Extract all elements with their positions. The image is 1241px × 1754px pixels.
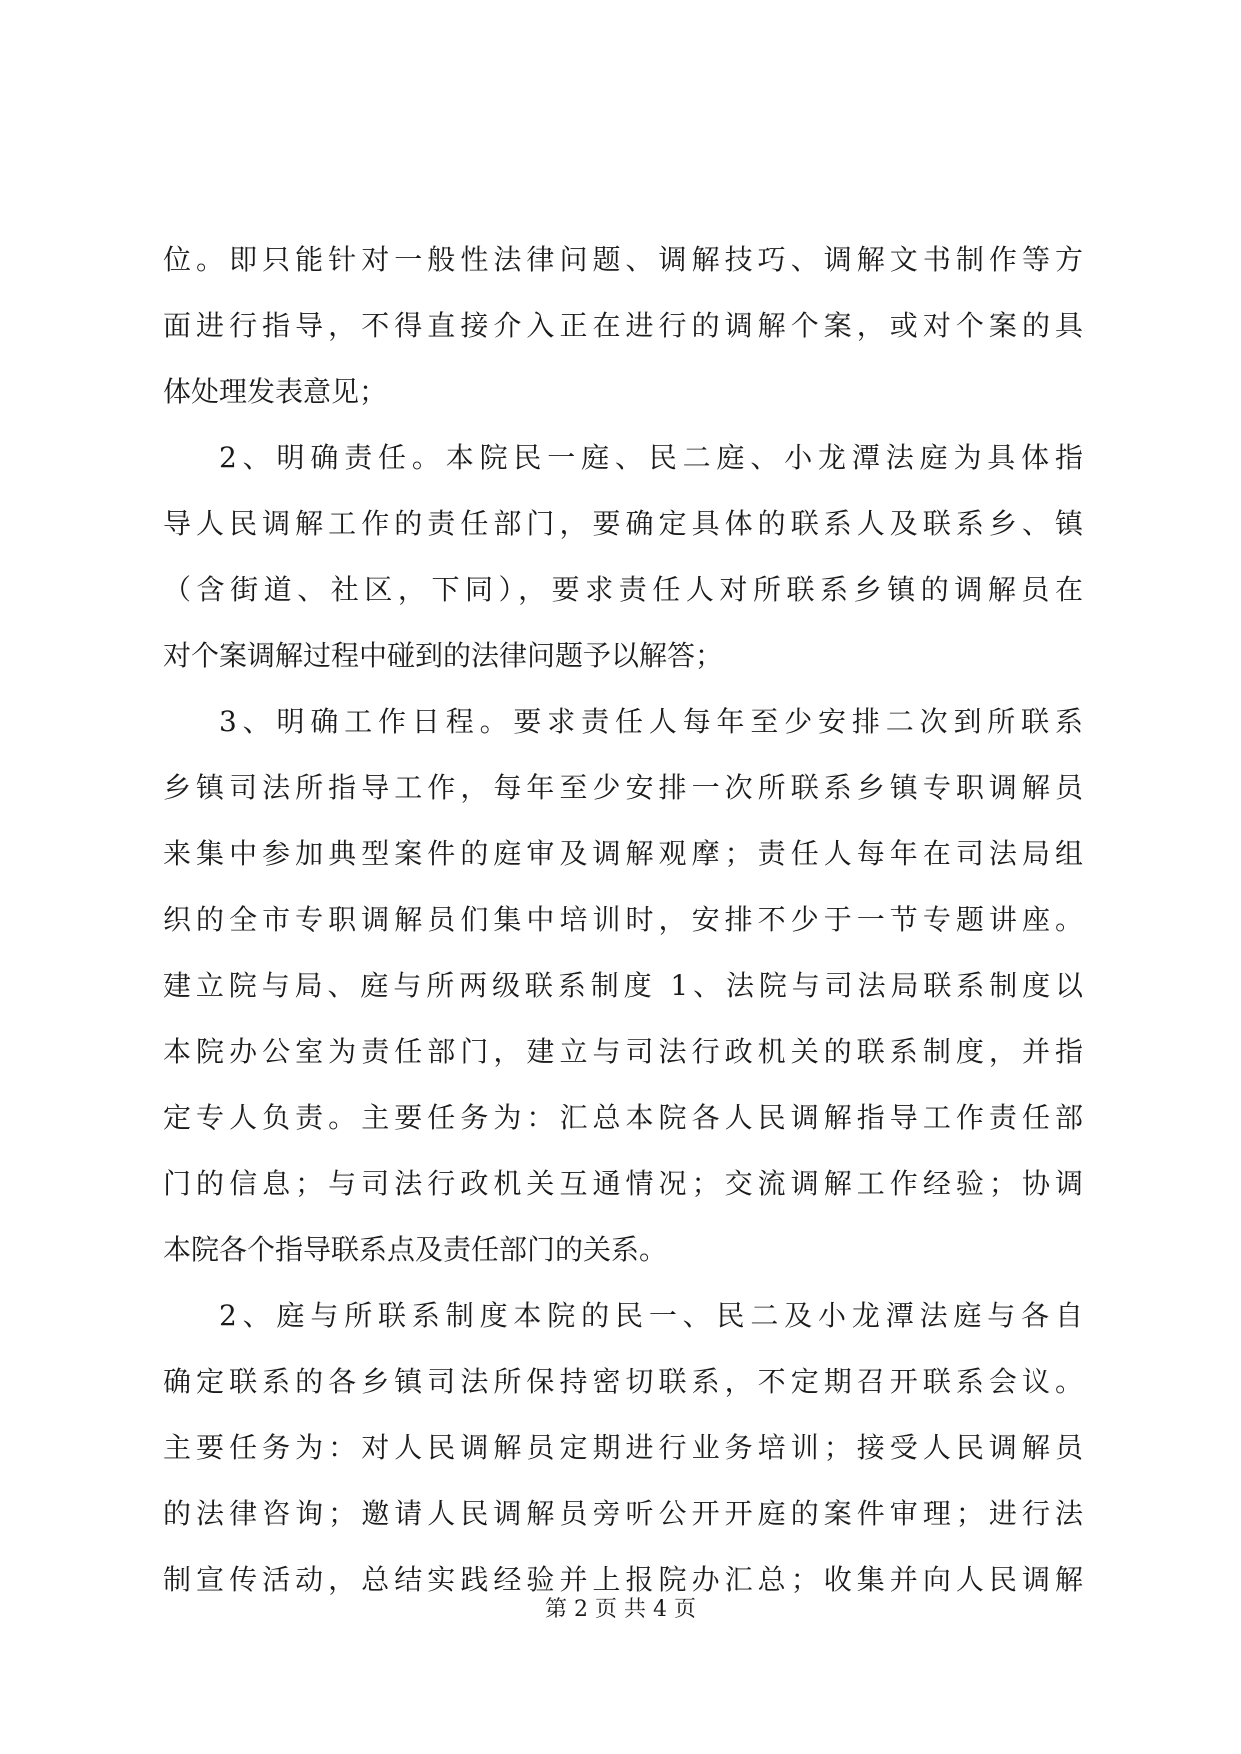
text-line: 对个案调解过程中碰到的法律问题予以解答； xyxy=(163,639,724,672)
text-line: 体处理发表意见； xyxy=(163,375,388,408)
text-line: 导人民调解工作的责任部门，要确定具体的联系人及联系乡、镇 xyxy=(163,507,1083,540)
text-line: 3、明确工作日程。要求责任人每年至少安排二次到所联系 xyxy=(219,705,1083,738)
text-line: 确定联系的各乡镇司法所保持密切联系，不定期召开联系会议。 xyxy=(163,1365,1083,1398)
text-line: 建立院与局、庭与所两级联系制度 1、法院与司法局联系制度以 xyxy=(163,969,1083,1002)
page-number-label: 第 2 页 共 4 页 xyxy=(545,1597,696,1622)
text-line: 本院各个指导联系点及责任部门的关系。 xyxy=(163,1233,668,1266)
text-line: 织的全市专职调解员们集中培训时，安排不少于一节专题讲座。 xyxy=(163,903,1083,936)
text-line: 主要任务为：对人民调解员定期进行业务培训；接受人民调解员 xyxy=(163,1431,1083,1464)
text-line: 门的信息；与司法行政机关互通情况；交流调解工作经验；协调 xyxy=(163,1167,1083,1200)
text-line: （含街道、社区，下同），要求责任人对所联系乡镇的调解员在 xyxy=(163,573,1083,606)
text-line: 来集中参加典型案件的庭审及调解观摩；责任人每年在司法局组 xyxy=(163,837,1083,870)
text-line: 2、庭与所联系制度本院的民一、民二及小龙潭法庭与各自 xyxy=(219,1299,1083,1332)
text-line: 位。即只能针对一般性法律问题、调解技巧、调解文书制作等方 xyxy=(163,243,1083,276)
text-line: 面进行指导，不得直接介入正在进行的调解个案，或对个案的具 xyxy=(163,309,1083,342)
text-line: 的法律咨询；邀请人民调解员旁听公开开庭的案件审理；进行法 xyxy=(163,1497,1083,1530)
text-line: 本院办公室为责任部门，建立与司法行政机关的联系制度，并指 xyxy=(163,1035,1083,1068)
text-line: 2、明确责任。本院民一庭、民二庭、小龙潭法庭为具体指 xyxy=(219,441,1083,474)
page-footer xyxy=(0,1595,1241,1625)
text-line: 制宣传活动，总结实践经验并上报院办汇总；收集并向人民调解 xyxy=(163,1563,1083,1596)
document-body xyxy=(163,227,1083,1613)
text-line: 定专人负责。主要任务为：汇总本院各人民调解指导工作责任部 xyxy=(163,1101,1083,1134)
text-line: 乡镇司法所指导工作，每年至少安排一次所联系乡镇专职调解员 xyxy=(163,771,1083,804)
